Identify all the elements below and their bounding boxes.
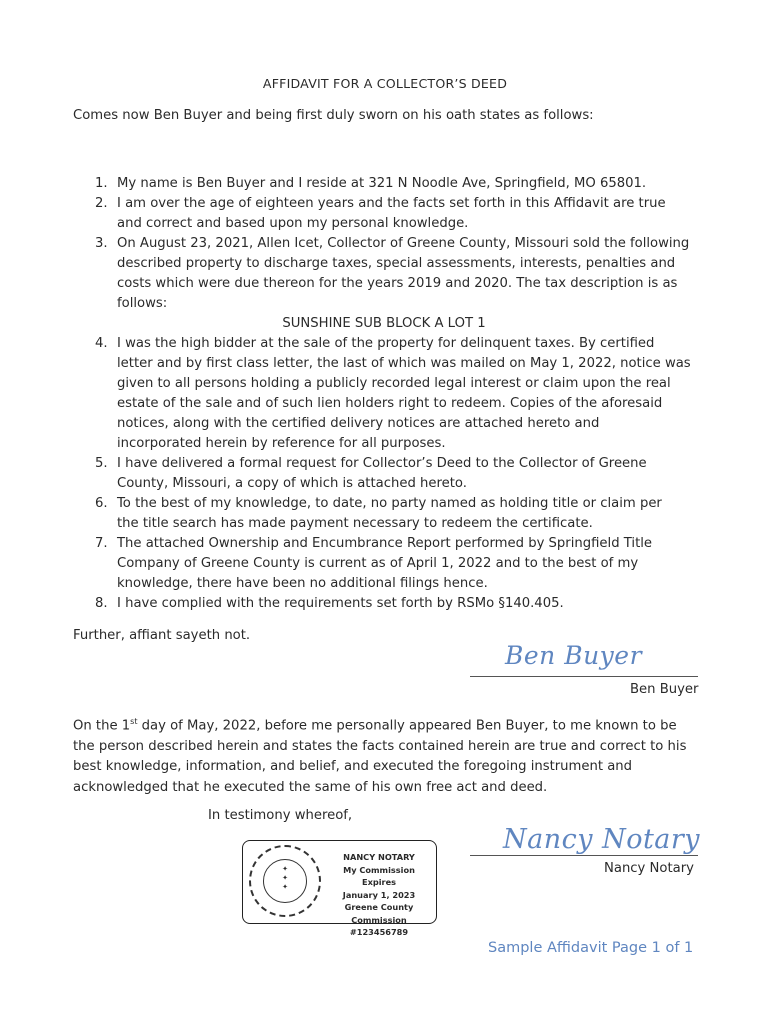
list-item: 5. I have delivered a formal request for Collector’s Deed to the Collector of Greene County, Missouri, a copy of which is attached hereto. bbox=[95, 456, 647, 491]
affiant-signature: Ben Buyer bbox=[505, 641, 643, 670]
document-title: AFFIDAVIT FOR A COLLECTOR’S DEED bbox=[262, 76, 508, 91]
seal-emblem bbox=[249, 845, 321, 917]
list-item: 7. The attached Ownership and Encumbrance Report performed by Springfield Title Company of Greene County is current as of April 1, 2022 and to the best of my knowledge, there have been no additional filings hence. bbox=[95, 536, 653, 591]
list-item: 2. I am over the age of eighteen years and the facts set forth in this Affidavit are true and correct and based upon my personal knowledge. bbox=[95, 196, 666, 231]
closing-statement: Further, affiant sayeth not. bbox=[73, 628, 251, 643]
affiant-signature-line bbox=[470, 676, 698, 677]
property-description: SUNSHINE SUB BLOCK A LOT 1 bbox=[282, 316, 486, 331]
testimony-text: In testimony whereof, bbox=[208, 808, 353, 823]
list-item: 8. I have complied with the requirements set forth by RSMo §140.405. bbox=[95, 596, 564, 611]
seal-center: ✦ ✦ ✦ bbox=[263, 859, 307, 903]
notary-signature-line bbox=[470, 855, 698, 856]
affiant-name: Ben Buyer bbox=[630, 682, 699, 697]
list-item: 3. On August 23, 2021, Allen Icet, Collector of Greene County, Missouri sold the following described property to discharge taxes, special assessments, interests, penalties and costs which were due thereon for the years 2019 and 2020. The tax description is as follows: SUNSHINE SUB BLOCK A LOT 1 bbox=[73, 234, 695, 334]
list-item: 6. To the best of my knowledge, to date, no party named as holding title or claim per the title search has made payment necessary to redeem the certificate. bbox=[95, 496, 662, 531]
list-item: 4. I was the high bidder at the sale of the property for delinquent taxes. By certified letter and by first class letter, the last of which was mailed on May 1, 2022, notice was given to all persons holding a publicly recorded legal interest or claim upon the real estate of the sale and of such lien holders right to redeem. Copies of the aforesaid notices, along with the certified delivery notices are attached hereto and incorporated herein by reference for all purposes. bbox=[95, 336, 691, 451]
numbered-list bbox=[73, 174, 695, 614]
notary-seal-stamp bbox=[242, 840, 437, 937]
seal-text: NANCY NOTARY My Commission Expires January 1, 2023 Greene County Commission #123456789 bbox=[342, 852, 416, 937]
notary-name: Nancy Notary bbox=[604, 861, 694, 876]
list-item: 1. My name is Ben Buyer and I reside at 321 N Noodle Ave, Springfield, MO 65801. bbox=[95, 176, 647, 191]
notary-signature: Nancy Notary bbox=[503, 824, 701, 855]
notary-acknowledgment: On the 1st day of May, 2022, before me personally appeared Ben Buyer, to me known to be the person described herein and states the facts contained herein are true and correct to his best knowledge, information, and belief, and executed the foregoing instrument and acknowledged that he executed the same of his own free act and deed. bbox=[73, 717, 687, 795]
page-footer: Sample Affidavit Page 1 of 1 bbox=[488, 940, 694, 956]
intro-paragraph: Comes now Ben Buyer and being first duly sworn on his oath states as follows: bbox=[73, 108, 594, 123]
